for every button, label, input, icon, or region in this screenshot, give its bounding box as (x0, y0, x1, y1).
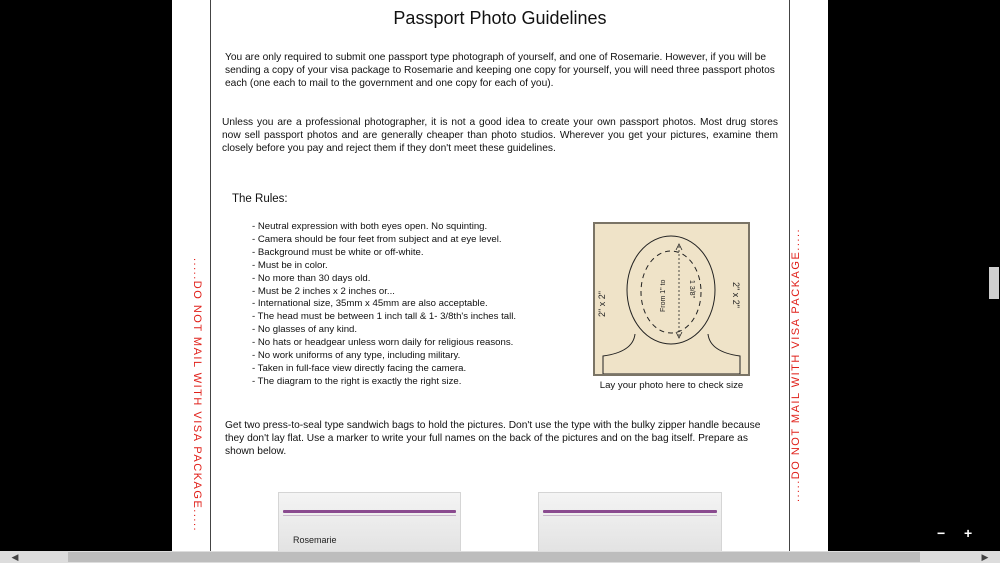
rules-heading: The Rules: (232, 193, 288, 205)
rule-item: - No more than 30 days old. (252, 272, 371, 284)
rules-list (252, 221, 516, 389)
page-title: Passport Photo Guidelines (393, 8, 607, 28)
rule-item: - Neutral expression with both eyes open. No squinting. (252, 221, 488, 232)
rule-item: - Background must be white or off-white. (252, 246, 424, 258)
sandwich-bag-second (538, 492, 722, 551)
diagram-right-label: 2" x 2" (731, 282, 741, 308)
bag-name-label: Rosemarie (293, 535, 337, 545)
zoom-in-button[interactable]: + (964, 525, 973, 541)
vertical-scrollbar[interactable] (988, 0, 1000, 551)
bag-seal-line (283, 515, 456, 516)
photographer-paragraph: Unless you are a professional photographer, it is not a good idea to create your own passport photos. Most drug stores now sell passport photos and are generally cheaper than photo studios. Wherever you get your pictures, examine them closely before you pay and reject them if they don't meet these guidelines. (222, 117, 778, 154)
photo-size-diagram (593, 222, 750, 376)
vertical-scroll-thumb[interactable] (989, 267, 999, 299)
diagram-caption: Lay your photo here to check size (599, 380, 744, 391)
rule-item: - International size, 35mm x 45mm are also acceptable. (252, 298, 488, 310)
rule-item: - Must be 2 inches x 2 inches or... (252, 285, 395, 297)
bag-seal-strip (543, 510, 717, 513)
sandwich-bag-rosemarie (278, 492, 461, 551)
horizontal-scroll-thumb[interactable] (68, 552, 920, 562)
diagram-height-label-2: 1 3/8" (688, 280, 695, 299)
scroll-right-arrow-icon[interactable]: ▶ (981, 552, 989, 562)
diagram-left-label: 2" x 2" (597, 291, 607, 317)
horizontal-scrollbar[interactable] (0, 551, 1000, 563)
zoom-out-button[interactable]: − (937, 525, 946, 541)
side-warning-right: .....DO NOT MAIL WITH VISA PACKAGE..... (790, 227, 802, 502)
document-page (172, 0, 828, 551)
rule-item: - No glasses of any kind. (252, 324, 358, 336)
rule-item: - Taken in full-face view directly facing the camera. (252, 362, 467, 374)
rule-item: - The diagram to the right is exactly the right size. (252, 375, 462, 387)
rule-item: - Must be in color. (252, 259, 328, 271)
left-margin-line (210, 0, 211, 551)
scroll-left-arrow-icon[interactable]: ◀ (11, 552, 19, 562)
rule-item: - No work uniforms of any type, including military. (252, 350, 461, 362)
head-outline-figure (595, 224, 748, 374)
intro-paragraph: You are only required to submit one passport type photograph of yourself, and one of Rosemarie. However, if you will be sending a copy of your visa package to Rosemarie and keeping one copy for yourself, you will need three passport photos each (one each to mail to the government and one copy for each of you). (225, 52, 775, 89)
bag-seal-strip (283, 510, 456, 513)
bag-seal-line (543, 515, 717, 516)
rule-item: - No hats or headgear unless worn daily for religious reasons. (252, 337, 514, 349)
rule-item: - Camera should be four feet from subject and at eye level. (252, 233, 502, 245)
diagram-height-label: From 1" to (660, 279, 667, 312)
bag-instructions-paragraph: Get two press-to-seal type sandwich bags to hold the pictures. Don't use the type with the bulky zipper handle because they don't lay flat. Use a marker to write your full names on the back of the pictures and on the bag itself. Prepare as shown below. (225, 420, 761, 457)
rule-item: - The head must be between 1 inch tall & 1- 3/8th's inches tall. (252, 311, 517, 323)
side-warning-left: .....DO NOT MAIL WITH VISA PACKAGE..... (191, 258, 203, 533)
